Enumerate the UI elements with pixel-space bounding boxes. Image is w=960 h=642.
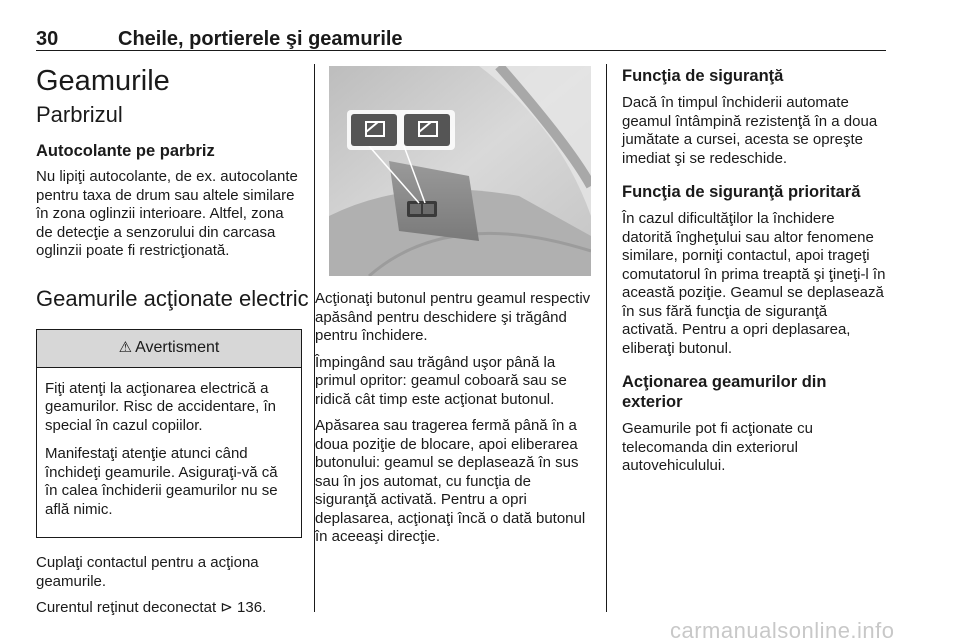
column-1 [36,64,309,626]
page-header [36,28,886,52]
heading-power-windows: Geamurile acţionate electric [36,285,309,311]
paragraph-first-detent: Împingând sau trăgând uşor până la primul opritor: geamul coboară sau se ridică cât timp este acţionat butonul. [315,353,567,408]
heading-remote-operation: Acţionarea geamurilor din exterior [622,373,827,411]
cross-reference-icon: ⊳ [220,599,233,616]
warning-header [37,330,301,368]
window-switch-photo [329,66,591,276]
paragraph-ignition: Cuplaţi contactul pentru a acţiona geamurile. [36,554,259,590]
column-2 [315,290,593,555]
subsection-title: Parbrizul [36,102,123,127]
warning-title: Avertisment [135,338,220,356]
section-title: Geamurile [36,65,170,97]
watermark: carmanualsonline.info [670,618,895,642]
retained-power-text: Curentul reţinut deconectat [36,599,217,616]
heading-safety-override: Funcţia de siguranţă prioritară [622,183,861,201]
heading-safety-function: Funcţia de siguranţă [622,67,784,85]
paragraph-operate-switch: Acţionaţi butonul pentru geamul respectiv apăsând pentru deschidere şi trăgând pentru închidere. [315,290,591,344]
column-divider-2 [606,64,607,612]
column-3 [622,66,886,490]
paragraph-retained-power [36,599,302,618]
page-number: 30 [36,28,59,50]
paragraph-windshield-stickers: Nu lipiţi autocolante, de ex. autocolante pentru taxa de drum sau altele similare în zona oglinzii interioare. Altfel, zona de detecţie a senzorului din carcasa oglinzii poate fi restricţionată. [36,168,298,259]
warning-box [36,329,302,539]
warning-triangle-icon: ⚠ [118,338,133,356]
cross-reference-page[interactable]: 136. [237,599,267,616]
chapter-title: Cheile, portierele şi geamurile [118,28,403,50]
paragraph-safety-override: În cazul dificultăţilor la închidere datorită îngheţului sau altor fenomene similare, porniţi contactul, apoi trageţi comutatorul în prima treaptă şi ţineţi-l în această poziţie. Geamul se deplasează în sus fără funcţia de siguranţă activată. Pentru a opri deplasarea, eliberaţi butonul. [622,210,886,357]
warning-paragraph-1: Fiţi atenţi la acţionarea electrică a geamurilor. Risc de accidentare, în special în cazul copiilor. [45,379,276,434]
paragraph-remote-operation: Geamurile pot fi acţionate cu telecomanda din exteriorul autovehiculului. [622,420,813,474]
heading-windshield-stickers: Autocolante pe parbriz [36,142,215,160]
window-switch-illustration [329,66,591,276]
warning-paragraph-2: Manifestaţi atenţie atunci când închideţi geamurile. Asiguraţi-vă că în calea închiderii geamurilor nu se află nimic. [45,445,278,518]
paragraph-second-detent: Apăsarea sau tragerea fermă până în a doua poziţie de blocare, apoi eliberarea butonului: geamul se deplasează în sus sau în jos automat, cu funcţia de siguranţă activată. Pentru a opri deplasarea, acţionaţi încă o dată butonul în aceeaşi direcţie. [315,417,586,545]
header-rule [36,50,886,51]
paragraph-safety-function: Dacă în timpul închiderii automate geamul întâmpină rezistenţă în a doua jumătate a cursei, acesta se opreşte imediat şi se redeschide. [622,94,878,167]
warning-body [37,368,301,538]
